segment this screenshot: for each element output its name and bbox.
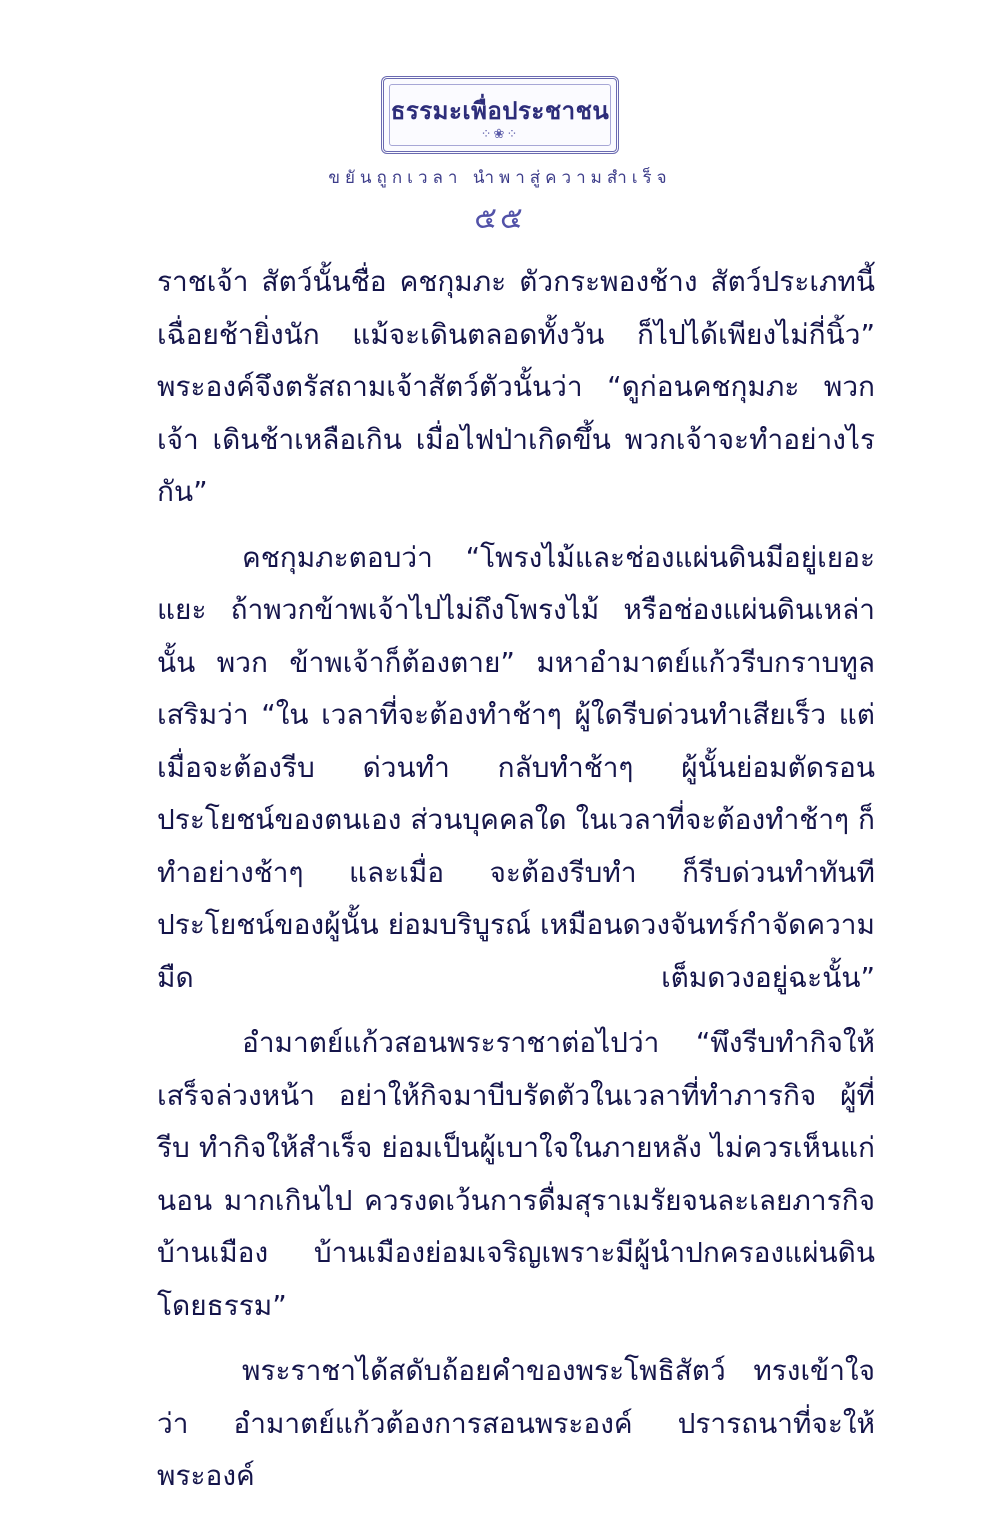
logo-ornament-icon: ⁘❀⁘ <box>480 127 520 142</box>
paragraph-1: ราชเจ้า สัตว์นั้นชื่อ คชกุมภะ ตัวกระพองช้าง สัตว์ประเภทนี้ เฉื่อยช้ายิ่งนัก แม้จะเดินตลอดทั้งวัน ก็ไปได้เพียงไม่กี่นิ้ว” พระองค์จึงตรัสถามเจ้าสัตว์ตัวนั้นว่า “ดูก่อนคชกุมภะ พวกเจ้า เดินช้าเหลือเกิน เมื่อไฟป่าเกิดขึ้น พวกเจ้าจะทำอย่างไรกัน” <box>157 265 875 508</box>
paragraph-2: คชกุมภะตอบว่า “โพรงไม้และช่องแผ่นดินมีอยู่เยอะแยะ ถ้าพวกข้าพเจ้าไปไม่ถึงโพรงไม้ หรือช่องแผ่นดินเหล่านั้น พวก ข้าพเจ้าก็ต้องตาย” มหาอำมาตย์แก้วรีบกราบทูลเสริมว่า “ใน เวลาที่จะต้องทำช้าๆ ผู้ใดรีบด่วนทำเสียเร็ว แต่เมื่อจะต้องรีบ ด่วนทำ กลับทำช้าๆ ผู้นั้นย่อมตัดรอนประโยชน์ของตนเอง ส่วนบุคคลใด ในเวลาที่จะต้องทำช้าๆ ก็ทำอย่างช้าๆ และเมื่อ จะต้องรีบทำ ก็รีบด่วนทำทันที ประโยชน์ของผู้นั้น ย่อมบริบูรณ์ เหมือนดวงจันทร์กำจัดความมืด เต็มดวงอยู่ฉะนั้น” <box>157 540 875 994</box>
page-header <box>0 76 1000 242</box>
book-logo <box>381 76 619 154</box>
paragraph-3: อำมาตย์แก้วสอนพระราชาต่อไปว่า “พึงรีบทำกิจให้ เสร็จล่วงหน้า อย่าให้กิจมาบีบรัดตัวในเวลาที่ทำภารกิจ ผู้ที่รีบ ทำกิจให้สำเร็จ ย่อมเป็นผู้เบาใจในภายหลัง ไม่ควรเห็นแก่นอน มากเกินไป ควรงดเว้นการดื่มสุราเมรัยจนละเลยภารกิจบ้านเมือง บ้านเมืองย่อมเจริญเพราะมีผู้นำปกครองแผ่นดินโดยธรรม” <box>157 1026 875 1322</box>
page-number: ๕๕ <box>474 201 526 236</box>
paragraph-4: พระราชาได้สดับถ้อยคำของพระโพธิสัตว์ ทรงเข้าใจว่า อำมาตย์แก้วต้องการสอนพระองค์ ปรารถนาที่จะให้พระองค์ <box>157 1354 875 1492</box>
logo-title: ธรรมะเพื่อประชาชน <box>390 97 610 125</box>
body-text <box>157 256 875 1516</box>
chapter-subtitle: ขยันถูกเวลา นำพาสู่ความสำเร็จ <box>328 168 672 188</box>
